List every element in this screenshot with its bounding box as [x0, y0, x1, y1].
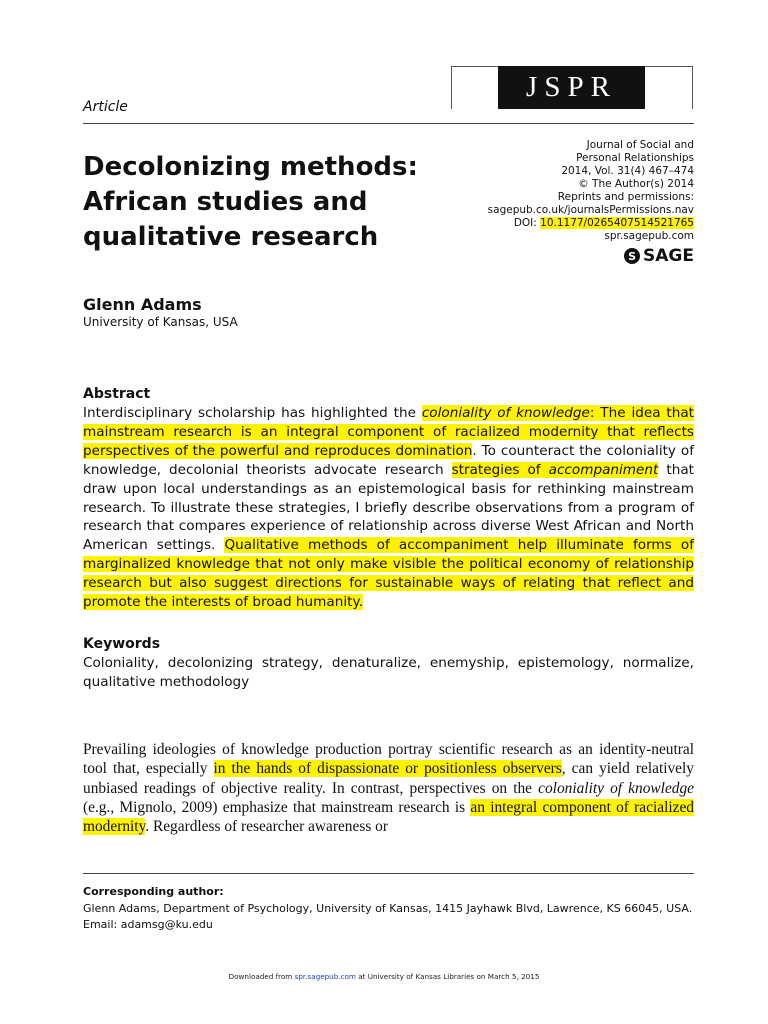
body-italic-term: coloniality of knowledge: [538, 779, 695, 797]
journal-reprints-url[interactable]: sagepub.co.uk/journalsPermissions.nav: [487, 204, 694, 216]
doi-label: DOI:: [513, 217, 541, 229]
author-name: Glenn Adams: [83, 295, 202, 314]
publisher-name: SAGE: [643, 246, 694, 266]
body-highlight-1: in the hands of dispassionate or positionless observers: [213, 760, 562, 778]
journal-logo: JSPR: [498, 66, 645, 109]
footnote-divider: [83, 873, 694, 874]
article-title: Decolonizing methods: African studies and qualitative research: [83, 152, 418, 252]
keywords-heading: Keywords: [83, 636, 161, 652]
download-notice: Downloaded from spr.sagepub.com at University of Kansas Libraries on March 5, 2015: [228, 972, 540, 981]
download-link[interactable]: spr.sagepub.com: [294, 972, 356, 981]
journal-copyright: © The Author(s) 2014: [578, 178, 694, 190]
highlight-1: coloniality of knowledge: The idea that mainstream research is an integral component of racialized modernity that reflects perspectives of the powerful and reproduces domination: [83, 405, 695, 459]
corresponding-address: Glenn Adams, Department of Psychology, University of Kansas, 1415 Jayhawk Blvd, Lawrence, KS 66045, USA.: [83, 902, 693, 915]
keywords-text: Coloniality, decolonizing strategy, denaturalize, enemyship, epistemology, normalize, qualitative methodology: [83, 655, 694, 690]
journal-site[interactable]: spr.sagepub.com: [604, 230, 694, 242]
highlight-2: strategies of accompaniment: [451, 461, 659, 478]
doi-link[interactable]: 10.1177/0265407514521765: [540, 217, 694, 229]
article-type-label: Article: [83, 99, 128, 115]
journal-name-line2: Personal Relationships: [576, 152, 694, 164]
corresponding-heading: Corresponding author:: [83, 885, 224, 898]
body-highlight-2: an integral component of racialized modernity: [83, 798, 694, 836]
corresponding-email[interactable]: Email: adamsg@ku.edu: [83, 918, 213, 931]
journal-doi: [434, 217, 694, 230]
journal-name-line1: Journal of Social and: [586, 139, 694, 151]
author-affiliation: University of Kansas, USA: [83, 315, 238, 329]
abstract-heading: Abstract: [83, 386, 151, 402]
highlight-3: Qualitative methods of accompaniment help illuminate forms of marginalized knowledge that not only make visible the political economy of relationship research but also suggest directions for sustainable ways of relating that reflect and promote the interests of broad humanity.: [83, 537, 694, 611]
journal-reprints: Reprints and permissions:: [557, 191, 694, 203]
header-divider: [83, 123, 694, 124]
corresponding-details: [83, 901, 703, 933]
publisher-logo: [624, 246, 694, 266]
journal-info: [434, 139, 694, 243]
journal-volume: 2014, Vol. 31(4) 467–474: [561, 165, 694, 177]
body-paragraph: Prevailing ideologies of knowledge production portray scientific research as an identity-neutral tool that, especially in the hands of dispassionate or positionless observers, can yield relatively unbiased readings of objective reality. In contrast, perspectives on the coloniality of knowledge (e.g., Mignolo, 2009) emphasize that mainstream research is an integral component of racialized modernity. Regardless of researcher awareness or: [83, 741, 695, 836]
abstract-text: Interdisciplinary scholarship has highlighted the coloniality of knowledge: The idea that mainstream research is an integral component of racialized modernity that reflects perspectives of the powerful and reproduces domination. To counteract the coloniality of knowledge, decolonial theorists advocate research strategies of accompaniment that draw upon local understandings as an epistemological basis for rethinking mainstream research. To illustrate these strategies, I briefly describe observations from a program of research that compares experience of relationship across diverse West African and North American settings. Qualitative methods of accompaniment help illuminate forms of marginalized knowledge that not only make visible the political economy of relationship research but also suggest directions for sustainable ways of relating that reflect and promote the interests of broad humanity.: [83, 405, 695, 611]
sage-s-icon: S: [624, 248, 640, 264]
